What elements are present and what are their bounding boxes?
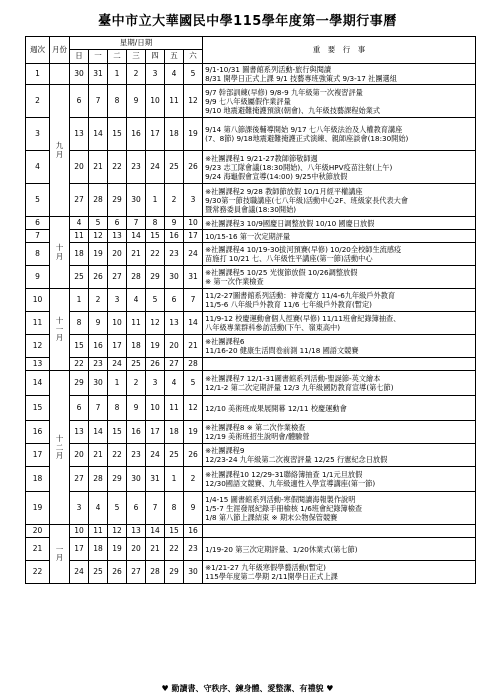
week-number: 21 xyxy=(26,538,50,561)
week-number: 22 xyxy=(26,561,50,584)
date-cell: 21 xyxy=(89,151,108,184)
week-number: 16 xyxy=(26,421,50,444)
day-header: 一 xyxy=(89,50,108,64)
month-char: 一 xyxy=(55,324,64,334)
date-cell: 17 xyxy=(108,335,127,358)
event-line: 9/24 海龜假會宣導(14:00) 9/25中秋節放假 xyxy=(205,172,348,182)
date-cell: 10 xyxy=(146,85,165,118)
week-number: 6 xyxy=(26,217,50,230)
date-cell: 7 xyxy=(89,396,108,421)
date-cell: 20 xyxy=(127,538,146,561)
date-cell: 15 xyxy=(70,335,89,358)
date-cell: 11 xyxy=(165,85,184,118)
date-cell: 4 xyxy=(89,492,108,525)
event-line: 11/9-12 校慶運動會個人徑賽(早修) 11/11班會紀錄簿抽查、 xyxy=(205,314,401,324)
event-line: 9/14 第八節課後輔導開始 9/17 七八年級法治及人權教育講座 xyxy=(205,125,403,135)
event-line: 10/15-16 第一次定期評量 xyxy=(205,231,291,241)
date-cell: 26 xyxy=(146,358,165,371)
week-row xyxy=(26,525,476,538)
date-cell: 14 xyxy=(89,118,108,151)
week-row xyxy=(26,64,476,85)
week-number: 10 xyxy=(26,289,50,312)
week-number: 5 xyxy=(26,184,50,217)
day-header: 四 xyxy=(146,50,165,64)
date-cell: 28 xyxy=(89,184,108,217)
events-cell xyxy=(203,371,476,396)
date-cell: 3 xyxy=(184,184,203,217)
date-cell: 4 xyxy=(127,289,146,312)
events-cell xyxy=(203,289,476,312)
date-cell: 13 xyxy=(165,312,184,335)
week-row xyxy=(26,444,476,467)
date-cell: 27 xyxy=(70,184,89,217)
date-cell: 25 xyxy=(89,561,108,584)
date-cell: 31 xyxy=(89,64,108,85)
day-header: 五 xyxy=(165,50,184,64)
date-cell: 12 xyxy=(184,396,203,421)
heart-icon: ♥ xyxy=(161,684,169,693)
date-cell: 24 xyxy=(146,444,165,467)
event-line: ※社團課程1 9/21-27教師節敬師週 xyxy=(205,153,318,163)
week-row xyxy=(26,312,476,335)
week-header: 週次 xyxy=(26,37,50,64)
event-line: 1/5-7 生涯發展紀錄手冊檢核 1/6班會紀錄簿檢查 xyxy=(205,503,363,513)
date-cell: 22 xyxy=(165,538,184,561)
date-cell: 31 xyxy=(146,467,165,492)
events-cell xyxy=(203,492,476,525)
date-cell: 29 xyxy=(108,184,127,217)
week-row xyxy=(26,184,476,217)
event-line: 9/7 幹部訓練(早修) 9/8-9 九年級第一次複習評量 xyxy=(205,87,363,97)
date-cell: 19 xyxy=(108,538,127,561)
date-cell: 31 xyxy=(184,266,203,289)
events-cell xyxy=(203,467,476,492)
date-cell: 2 xyxy=(127,64,146,85)
week-row xyxy=(26,243,476,266)
date-cell: 29 xyxy=(146,266,165,289)
events-cell xyxy=(203,561,476,584)
date-cell: 29 xyxy=(70,371,89,396)
date-cell: 8 xyxy=(70,312,89,335)
date-cell: 5 xyxy=(184,371,203,396)
events-header: 重 要 行 事 xyxy=(203,37,476,64)
week-number: 20 xyxy=(26,525,50,538)
week-row xyxy=(26,335,476,358)
date-cell: 24 xyxy=(146,151,165,184)
date-cell: 11 xyxy=(127,312,146,335)
events-cell xyxy=(203,266,476,289)
date-cell: 25 xyxy=(165,151,184,184)
date-cell: 3 xyxy=(70,492,89,525)
date-cell: 29 xyxy=(165,561,184,584)
date-cell: 14 xyxy=(127,230,146,243)
events-cell xyxy=(203,184,476,217)
date-cell: 11 xyxy=(165,396,184,421)
date-cell: 27 xyxy=(127,561,146,584)
date-cell: 3 xyxy=(146,64,165,85)
month-char: 九 xyxy=(55,141,64,151)
date-cell: 26 xyxy=(108,561,127,584)
date-cell: 7 xyxy=(184,289,203,312)
event-line: ※社團課程3 10/9國慶日調整放假 10/10 國慶日放假 xyxy=(205,218,375,228)
week-row xyxy=(26,561,476,584)
month-cell xyxy=(50,85,70,217)
month-header: 月份 xyxy=(50,37,70,64)
week-number: 8 xyxy=(26,243,50,266)
footer-text: 勤讀書、守秩序、鍊身體、愛整潔、有禮貌 xyxy=(171,684,324,693)
event-line: ※社團課程4 10/19-30拔河預賽(早修) 10/20全校師生流感疫 xyxy=(205,245,402,255)
event-line: ※社團課程5 10/25 光復節放假 10/26調整放假 xyxy=(205,268,358,278)
events-cell xyxy=(203,85,476,118)
week-number: 19 xyxy=(26,492,50,525)
event-line: ※1/21-27 九年級寒假學藝活動(暫定) xyxy=(205,563,326,573)
school-calendar-table xyxy=(25,36,476,584)
date-cell: 30 xyxy=(89,371,108,396)
month-char: 月 xyxy=(55,149,64,159)
event-line: ※社團課程8 ※ 第二次作業檢查 xyxy=(205,423,306,433)
week-row xyxy=(26,467,476,492)
events-cell xyxy=(203,335,476,358)
event-line: 9/23 志工隊會議(18:30開始)、八年級HPV疫苗注射(上午) xyxy=(205,162,393,172)
events-cell xyxy=(203,243,476,266)
date-cell: 3 xyxy=(146,371,165,396)
date-cell: 21 xyxy=(146,538,165,561)
date-cell: 10 xyxy=(108,312,127,335)
week-number: 13 xyxy=(26,358,50,371)
date-cell: 21 xyxy=(89,444,108,467)
date-cell: 8 xyxy=(108,396,127,421)
event-line: 11/2-27圖書館系列活動：神奇魔方 11/4-6九年級戶外教育 xyxy=(205,291,396,301)
date-cell: 7 xyxy=(89,85,108,118)
date-cell: 5 xyxy=(108,492,127,525)
date-cell: 26 xyxy=(184,444,203,467)
date-cell: 30 xyxy=(127,467,146,492)
date-cell: 4 xyxy=(165,371,184,396)
date-cell: 9 xyxy=(89,312,108,335)
week-number: 15 xyxy=(26,396,50,421)
event-line: ※社團課程9 xyxy=(205,446,245,456)
date-cell: 18 xyxy=(70,243,89,266)
day-header: 日 xyxy=(70,50,89,64)
month-char: 月 xyxy=(55,451,64,461)
date-cell: 9 xyxy=(184,492,203,525)
week-number: 3 xyxy=(26,118,50,151)
date-cell: 24 xyxy=(70,561,89,584)
event-line: 11/5-6 八年級戶外教育 11/6 七年級戶外教育(暫定) xyxy=(205,300,372,310)
date-cell: 13 xyxy=(108,230,127,243)
event-line: ※ 第一次作業檢查 xyxy=(205,277,264,287)
event-line: 12/30國語文競賽、九年級適性入學宣導講座(第一節) xyxy=(205,479,376,489)
week-row xyxy=(26,371,476,396)
event-line: 八年級專業群科參訪活動(下午、嶺東高中) xyxy=(205,323,341,333)
date-cell: 6 xyxy=(127,492,146,525)
date-cell: 18 xyxy=(127,335,146,358)
month-char: 一 xyxy=(55,544,64,554)
date-cell: 28 xyxy=(184,358,203,371)
date-cell: 30 xyxy=(70,64,89,85)
date-cell: 23 xyxy=(165,243,184,266)
month-cell xyxy=(50,64,70,85)
day-header: 六 xyxy=(184,50,203,64)
events-cell xyxy=(203,217,476,230)
date-cell: 15 xyxy=(108,421,127,444)
date-cell: 17 xyxy=(146,118,165,151)
date-cell: 20 xyxy=(108,243,127,266)
events-cell xyxy=(203,421,476,444)
date-cell: 12 xyxy=(184,85,203,118)
date-cell: 8 xyxy=(165,492,184,525)
events-cell xyxy=(203,312,476,335)
event-line: (7、8節) 9/18地震避難掩護正式演練、親師座談會(18:30開始) xyxy=(205,134,409,144)
month-char: 十 xyxy=(55,243,64,253)
event-line: 9/10 地震避難掩護預演(朝會)、九年級技藝課程始業式 xyxy=(205,106,381,116)
date-cell: 8 xyxy=(146,217,165,230)
date-cell: 15 xyxy=(165,525,184,538)
date-cell: 19 xyxy=(89,243,108,266)
event-line: 9/9 七八年級屬假作業評量 xyxy=(205,96,291,106)
date-cell: 6 xyxy=(108,217,127,230)
date-cell: 5 xyxy=(89,217,108,230)
date-cell: 1 xyxy=(70,289,89,312)
week-row xyxy=(26,396,476,421)
date-cell: 10 xyxy=(184,217,203,230)
event-line: 1/4-15 圖書館系列活動-寒假閱讀海報製作說明 xyxy=(205,494,356,504)
event-line: 12/23-24 九年級第二次複習評量 12/25 行憲紀念日放假 xyxy=(205,455,388,465)
event-line: 12/1-2 第二次定期評量 12/3 九年級國防教育宣導(第七節) xyxy=(205,383,394,393)
date-cell: 28 xyxy=(127,266,146,289)
date-cell: 16 xyxy=(127,118,146,151)
date-cell: 1 xyxy=(146,184,165,217)
event-line: 1/8 第八節上課結束 ※ 期末公物保管競賽 xyxy=(205,513,338,523)
date-cell: 2 xyxy=(89,289,108,312)
date-cell: 23 xyxy=(127,444,146,467)
events-cell xyxy=(203,538,476,561)
date-cell: 22 xyxy=(146,243,165,266)
date-cell: 14 xyxy=(146,525,165,538)
date-cell: 3 xyxy=(108,289,127,312)
month-char: 十 xyxy=(55,316,64,325)
week-number: 4 xyxy=(26,151,50,184)
event-line: ※社團課程2 9/28 教師節放假 10/1月經平權講座 xyxy=(205,186,363,196)
event-line: 12/19 美術班招生說明會/體驗營 xyxy=(205,432,310,442)
date-cell: 10 xyxy=(146,396,165,421)
date-cell: 29 xyxy=(108,467,127,492)
date-cell: 11 xyxy=(70,230,89,243)
date-cell: 18 xyxy=(89,538,108,561)
events-cell xyxy=(203,118,476,151)
week-number: 17 xyxy=(26,444,50,467)
date-cell: 4 xyxy=(165,64,184,85)
date-cell: 17 xyxy=(184,230,203,243)
date-cell: 13 xyxy=(70,421,89,444)
date-cell: 16 xyxy=(184,525,203,538)
date-cell: 14 xyxy=(89,421,108,444)
events-cell xyxy=(203,396,476,421)
date-cell: 6 xyxy=(165,289,184,312)
date-cell: 27 xyxy=(108,266,127,289)
event-line: ※社團課程7 12/1-31圖書館系列活動-聖誕節-英文繪本 xyxy=(205,374,381,384)
event-line: ※社團課程10 12/29-31聯絡簿抽查 1/1元旦放假 xyxy=(205,470,363,480)
footer-motto xyxy=(0,683,495,694)
date-cell: 15 xyxy=(146,230,165,243)
date-cell: 17 xyxy=(146,421,165,444)
event-line: ※社團課程6 xyxy=(205,337,245,347)
date-cell: 16 xyxy=(165,230,184,243)
date-cell: 6 xyxy=(70,396,89,421)
date-cell: 18 xyxy=(165,421,184,444)
week-row xyxy=(26,289,476,312)
week-number: 14 xyxy=(26,371,50,396)
event-line: 苗施打 10/21 七、八年級性平講座(第一節)活動中心 xyxy=(205,254,373,264)
date-cell: 6 xyxy=(70,85,89,118)
date-cell: 12 xyxy=(146,312,165,335)
event-line: 115學年度第二學期 2/11開學日正式上課 xyxy=(205,572,338,582)
event-line: 11/16-20 健康生活問卷前測 11/18 國語文競賽 xyxy=(205,346,359,356)
events-cell xyxy=(203,230,476,243)
week-row xyxy=(26,118,476,151)
date-cell: 19 xyxy=(184,421,203,444)
date-cell: 27 xyxy=(165,358,184,371)
month-cell xyxy=(50,289,70,371)
date-cell: 21 xyxy=(127,243,146,266)
week-row xyxy=(26,538,476,561)
date-cell: 10 xyxy=(70,525,89,538)
date-cell: 25 xyxy=(70,266,89,289)
date-cell: 13 xyxy=(127,525,146,538)
week-row xyxy=(26,217,476,230)
day-header: 二 xyxy=(108,50,127,64)
day-header: 三 xyxy=(127,50,146,64)
date-cell: 30 xyxy=(127,184,146,217)
date-cell: 7 xyxy=(146,492,165,525)
week-number: 18 xyxy=(26,467,50,492)
date-cell: 19 xyxy=(146,335,165,358)
month-char: 二 xyxy=(55,442,64,452)
events-cell xyxy=(203,64,476,85)
month-char: 月 xyxy=(55,553,64,563)
event-line: 9/30第一節技職講座(七八年級)活動中心2F、班級家長代表大會 xyxy=(205,195,409,205)
date-group-header: 星期/日期 xyxy=(70,37,203,50)
date-cell: 30 xyxy=(165,266,184,289)
date-cell: 5 xyxy=(184,64,203,85)
date-cell: 5 xyxy=(146,289,165,312)
event-line: 1/19-20 第三次定期評量、1/20休業式(第七節) xyxy=(205,544,358,554)
week-row xyxy=(26,266,476,289)
date-cell: 24 xyxy=(108,358,127,371)
date-cell: 28 xyxy=(89,467,108,492)
date-cell: 18 xyxy=(165,118,184,151)
date-cell: 16 xyxy=(127,421,146,444)
date-cell: 15 xyxy=(108,118,127,151)
date-cell: 25 xyxy=(127,358,146,371)
events-cell xyxy=(203,358,476,371)
date-cell: 27 xyxy=(70,467,89,492)
events-cell xyxy=(203,525,476,538)
month-char: 十 xyxy=(55,434,64,443)
date-cell: 23 xyxy=(184,538,203,561)
week-number: 11 xyxy=(26,312,50,335)
date-cell: 24 xyxy=(184,243,203,266)
date-cell: 12 xyxy=(89,230,108,243)
date-cell: 23 xyxy=(127,151,146,184)
date-cell: 8 xyxy=(108,85,127,118)
date-cell: 9 xyxy=(165,217,184,230)
date-cell: 1 xyxy=(108,64,127,85)
date-cell: 1 xyxy=(108,371,127,396)
date-cell: 26 xyxy=(184,151,203,184)
date-cell: 16 xyxy=(89,335,108,358)
date-cell: 2 xyxy=(127,371,146,396)
date-cell: 9 xyxy=(127,85,146,118)
date-cell: 20 xyxy=(165,335,184,358)
date-cell: 22 xyxy=(108,444,127,467)
date-cell: 17 xyxy=(70,538,89,561)
date-cell: 30 xyxy=(184,561,203,584)
week-number: 2 xyxy=(26,85,50,118)
date-cell: 14 xyxy=(184,312,203,335)
date-cell: 25 xyxy=(165,444,184,467)
date-cell: 12 xyxy=(108,525,127,538)
event-line: 9/1-10/31 圖書館系列活動-旅行與閱讀 xyxy=(205,65,332,74)
date-cell: 26 xyxy=(89,266,108,289)
event-line: 12/10 美術班成果展開幕 12/11 校慶運動會 xyxy=(205,403,347,413)
date-cell: 4 xyxy=(70,217,89,230)
date-cell: 2 xyxy=(184,467,203,492)
date-cell: 21 xyxy=(184,335,203,358)
date-cell: 20 xyxy=(70,444,89,467)
date-cell: 22 xyxy=(70,358,89,371)
week-row xyxy=(26,230,476,243)
week-number: 12 xyxy=(26,335,50,358)
month-cell xyxy=(50,525,70,584)
month-char: 月 xyxy=(55,333,64,343)
week-row xyxy=(26,421,476,444)
event-line: 暨常務委員會議(18:30開始) xyxy=(205,205,297,215)
events-cell xyxy=(203,444,476,467)
week-number: 9 xyxy=(26,266,50,289)
month-char: 月 xyxy=(55,251,64,261)
date-cell: 19 xyxy=(184,118,203,151)
week-row xyxy=(26,85,476,118)
date-cell: 7 xyxy=(127,217,146,230)
week-row xyxy=(26,151,476,184)
date-cell: 2 xyxy=(165,184,184,217)
month-cell xyxy=(50,371,70,525)
date-cell: 22 xyxy=(108,151,127,184)
date-cell: 20 xyxy=(70,151,89,184)
date-cell: 11 xyxy=(89,525,108,538)
week-row xyxy=(26,492,476,525)
week-number: 1 xyxy=(26,64,50,85)
heart-icon: ♥ xyxy=(326,684,334,693)
week-number: 7 xyxy=(26,230,50,243)
week-row xyxy=(26,358,476,371)
date-cell: 1 xyxy=(165,467,184,492)
event-line: 8/31 開學日正式上課 9/1 技藝專班強策式 9/3-17 社團選組 xyxy=(205,74,397,84)
month-cell xyxy=(50,217,70,289)
date-cell: 9 xyxy=(127,396,146,421)
date-cell: 28 xyxy=(146,561,165,584)
page-title: 臺中市立大華國民中學115學年度第一學期行事曆 xyxy=(98,14,397,29)
date-cell: 23 xyxy=(89,358,108,371)
events-cell xyxy=(203,151,476,184)
date-cell: 13 xyxy=(70,118,89,151)
